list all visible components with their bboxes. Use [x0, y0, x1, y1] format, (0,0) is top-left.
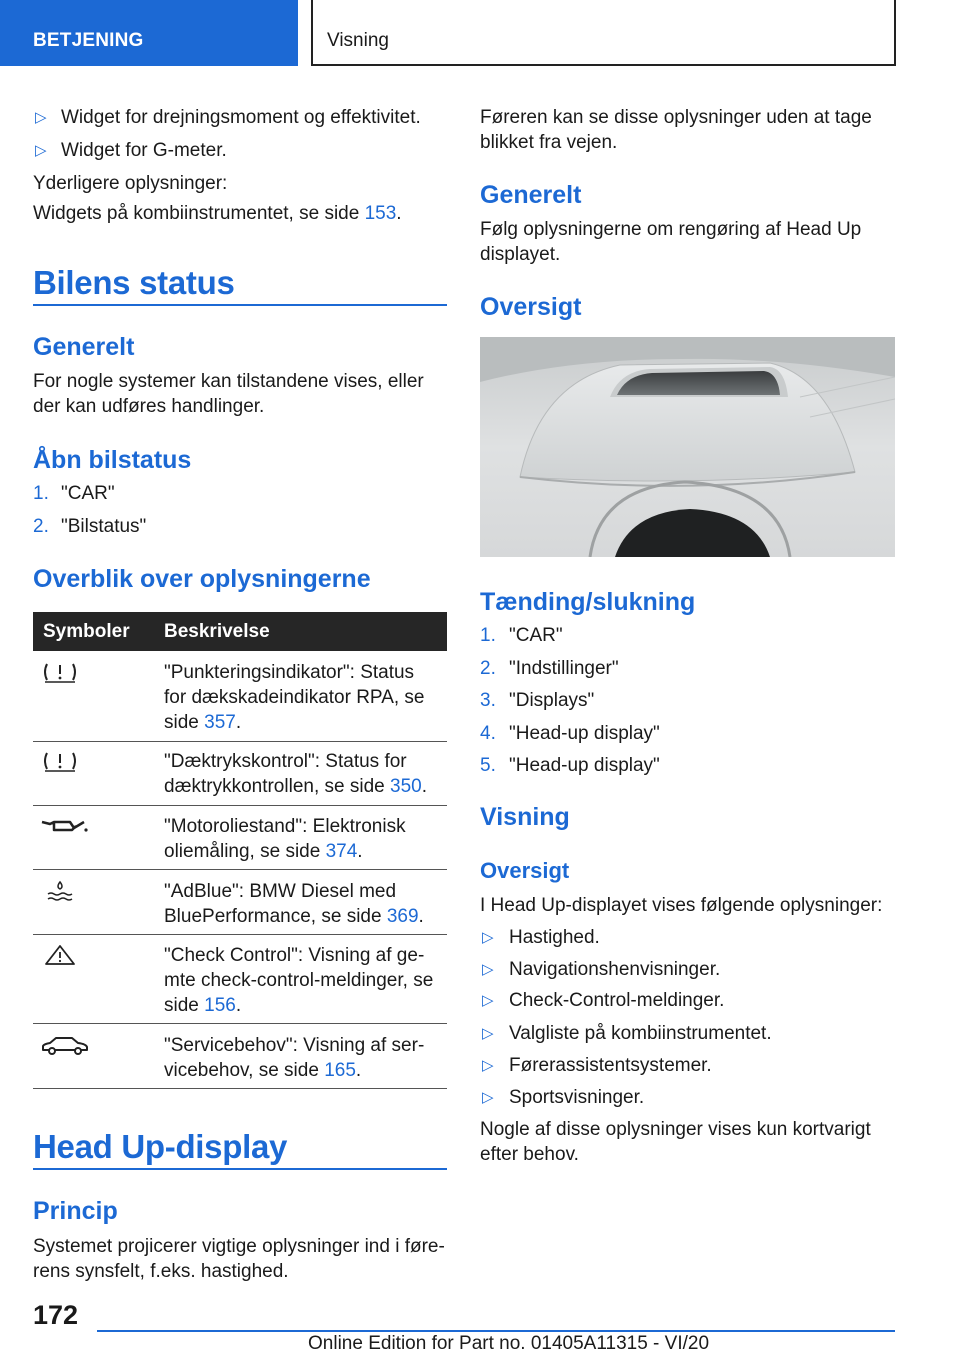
step-number: 1.	[480, 625, 496, 646]
step-text: "CAR"	[61, 483, 115, 504]
body-text: I Head Up-displayet vises følgende oplysninger:	[480, 895, 883, 916]
step-number: 2.	[33, 516, 49, 537]
heading-toggle: Tænding/slukning	[480, 588, 696, 616]
body-text: efter behov.	[480, 1144, 579, 1165]
bullet-item: Hastighed.	[509, 927, 600, 948]
heading-oversigt: Oversigt	[480, 293, 582, 321]
bullet-triangle-icon: ▷	[482, 1057, 494, 1074]
punctuation: .	[355, 1060, 362, 1081]
table-cell-line	[164, 839, 363, 864]
table-cell: vicebehov, se side	[164, 1060, 325, 1081]
step-text: "CAR"	[509, 625, 563, 646]
more-info-line	[33, 201, 402, 226]
bullet-item: Widget for drejningsmoment og effektivitet.	[61, 107, 421, 128]
page-link[interactable]: 369	[386, 906, 419, 927]
table-cell: oliemåling, se side	[164, 841, 326, 862]
row-divider	[33, 1023, 447, 1024]
punctuation: .	[396, 203, 402, 224]
body-text: displayet.	[480, 244, 561, 265]
bullet-triangle-icon: ▷	[35, 142, 47, 159]
body-text: Systemet projicerer vigtige oplysninger ind i føre-	[33, 1236, 445, 1257]
bullet-item: Check-Control-meldinger.	[509, 990, 725, 1011]
step-text: "Bilstatus"	[61, 516, 147, 537]
bullet-item: Valgliste på kombiinstrumentet.	[509, 1023, 772, 1044]
heading-open-status: Åbn bilstatus	[33, 446, 192, 474]
step-number: 2.	[480, 658, 496, 679]
heading-rule	[33, 304, 447, 306]
table-cell: "Servicebehov": Visning af ser-	[164, 1035, 425, 1056]
row-divider	[33, 805, 447, 806]
step-text: "Indstillinger"	[509, 658, 619, 679]
section-tab	[0, 0, 298, 66]
heading-visning: Visning	[480, 803, 570, 831]
car-service-icon	[40, 1034, 90, 1058]
topic-title: Visning	[327, 30, 389, 51]
bullet-triangle-icon: ▷	[482, 929, 494, 946]
subheading-oversigt: Oversigt	[480, 858, 570, 883]
table-cell: for dækskadeindikator RPA, se	[164, 687, 425, 708]
table-cell: dæktrykkontrollen, se side	[164, 776, 390, 797]
table-cell-line	[164, 710, 241, 735]
bullet-triangle-icon: ▷	[482, 992, 494, 1009]
table-cell: "Punkteringsindikator": Status	[164, 662, 415, 683]
bullet-triangle-icon: ▷	[482, 961, 494, 978]
more-info-label: Yderligere oplysninger:	[33, 173, 228, 194]
bullet-item: Widget for G-meter.	[61, 140, 227, 161]
table-cell-line	[164, 993, 241, 1018]
table-cell: "Dæktrykskontrol": Status for	[164, 751, 407, 772]
step-text: "Head-up display"	[509, 723, 660, 744]
page-link[interactable]: 153	[364, 203, 397, 224]
body-text: For nogle systemer kan tilstandene vises, eller	[33, 371, 424, 392]
tire-pressure-icon	[40, 749, 80, 773]
step-number: 5.	[480, 755, 496, 776]
body-text: Følg oplysningerne om rengøring af Head Up	[480, 219, 862, 240]
heading-head-up-display: Head Up-display	[33, 1128, 288, 1165]
table-cell: BluePerformance, se side	[164, 906, 387, 927]
page-link[interactable]: 374	[325, 841, 358, 862]
page-link[interactable]: 165	[324, 1060, 356, 1081]
head-up-display-photo	[480, 337, 895, 557]
heading-generelt: Generelt	[33, 333, 135, 361]
body-text: blikket fra vejen.	[480, 132, 618, 153]
punctuation: .	[418, 906, 424, 927]
bullet-triangle-icon: ▷	[482, 1089, 494, 1106]
table-cell-line	[164, 774, 427, 799]
section-title: BETJENING	[33, 30, 144, 51]
table-cell: "Motoroliestand": Elektronisk	[164, 816, 406, 837]
bullet-item: Navigationshenvisninger.	[509, 959, 721, 980]
row-divider	[33, 1088, 447, 1089]
page-number: 172	[33, 1300, 79, 1330]
step-number: 3.	[480, 690, 496, 711]
table-cell: mte check-control-meldinger, se	[164, 970, 434, 991]
more-info-text: Widgets på kombiinstrumentet, se side	[33, 203, 365, 224]
heading-overview: Overblik over oplysningerne	[33, 565, 371, 593]
row-divider	[33, 869, 447, 870]
adblue-icon	[40, 879, 80, 903]
table-cell: "Check Control": Visning af ge-	[164, 945, 425, 966]
punctuation: .	[235, 712, 242, 733]
heading-generelt: Generelt	[480, 181, 582, 209]
body-text: der kan udføres handlinger.	[33, 396, 265, 417]
warning-triangle-icon	[40, 943, 80, 967]
punctuation: .	[421, 776, 427, 797]
dashboard-illustration	[480, 337, 895, 557]
body-text: Føreren kan se disse oplysninger uden at tage	[480, 107, 872, 128]
step-number: 4.	[480, 723, 496, 744]
row-divider	[33, 934, 447, 935]
bullet-item: Sportsvisninger.	[509, 1087, 645, 1108]
topic-tab	[311, 0, 896, 66]
body-text: Nogle af disse oplysninger vises kun kortvarigt	[480, 1119, 871, 1140]
bullet-triangle-icon: ▷	[35, 109, 47, 126]
punctuation: .	[235, 995, 242, 1016]
page-link[interactable]: 357	[204, 712, 236, 733]
punctuation: .	[357, 841, 363, 862]
bullet-item: Førerassistentsystemer.	[509, 1055, 712, 1076]
table-cell: "AdBlue": BMW Diesel med	[164, 881, 397, 902]
table-cell: side	[164, 995, 205, 1016]
heading-rule	[33, 1168, 447, 1170]
table-cell-line	[164, 904, 424, 929]
oil-can-icon	[40, 814, 90, 838]
body-text: rens synsfelt, f.eks. hastighed.	[33, 1261, 289, 1282]
page-link[interactable]: 350	[390, 776, 422, 797]
step-number: 1.	[33, 483, 49, 504]
table-header	[33, 612, 447, 651]
column-header-symbols: Symboler	[43, 621, 130, 642]
step-text: "Head-up display"	[509, 755, 660, 776]
heading-bilens-status: Bilens status	[33, 264, 235, 301]
step-text: "Displays"	[509, 690, 595, 711]
footer-rule	[97, 1330, 895, 1332]
tire-warning-icon	[40, 660, 80, 684]
page-link[interactable]: 156	[204, 995, 236, 1016]
row-divider	[33, 741, 447, 742]
column-header-description: Beskrivelse	[164, 621, 270, 642]
heading-princip: Princip	[33, 1197, 118, 1225]
table-cell: side	[164, 712, 205, 733]
table-cell-line	[164, 1058, 361, 1083]
bullet-triangle-icon: ▷	[482, 1025, 494, 1042]
edition-note: Online Edition for Part no. 01405A11315 - VI/20	[308, 1333, 710, 1354]
